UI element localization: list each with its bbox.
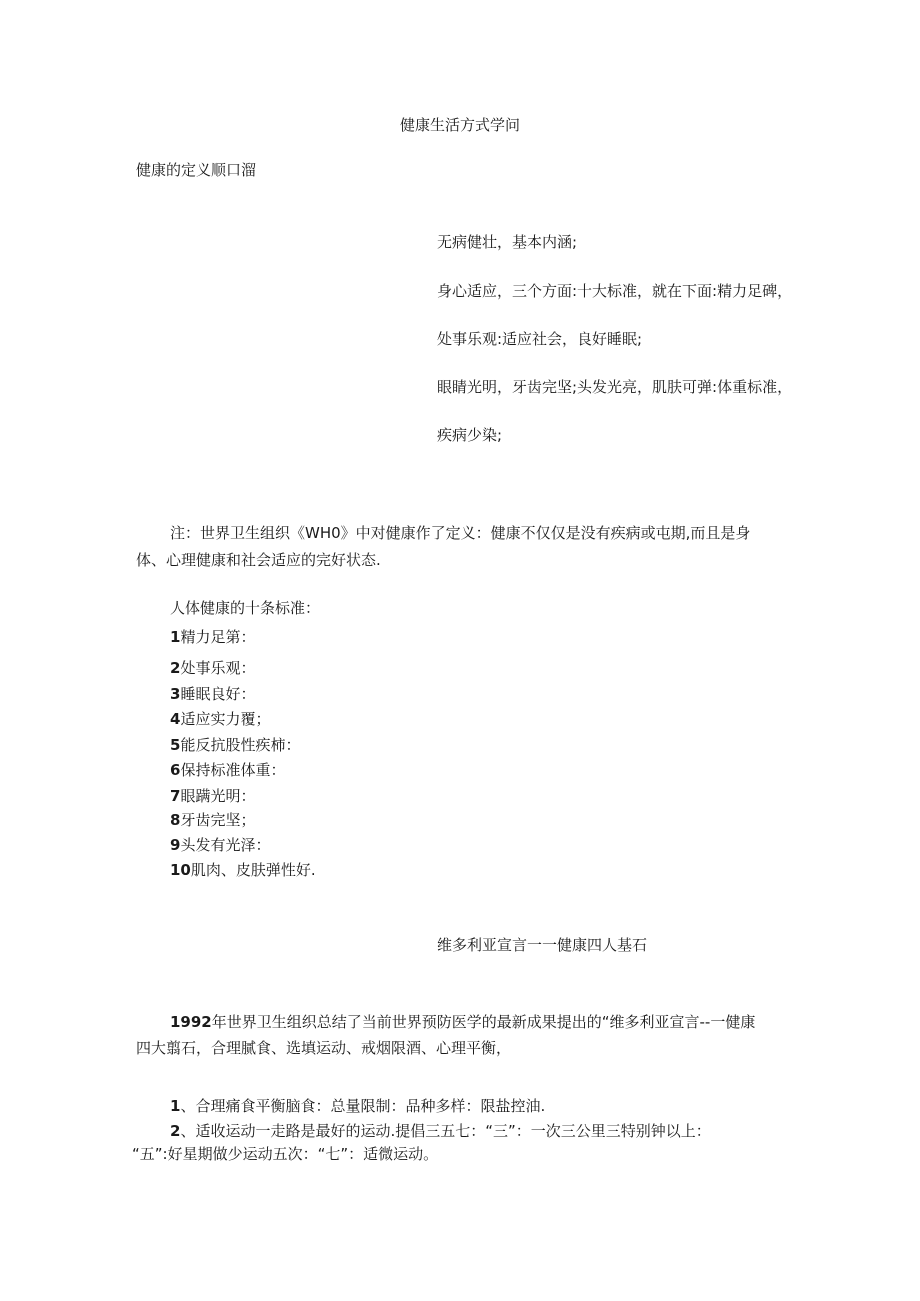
list-number: 2 xyxy=(170,659,181,677)
list-item xyxy=(170,860,316,880)
victoria-line-2: 四大翦石，合理腻食、选填运动、戒烟限酒、心理平衡， xyxy=(136,1039,512,1057)
list-text: 能反抗股性疾柿： xyxy=(180,736,301,754)
list-item xyxy=(170,810,255,830)
list-text: 牙齿完坚； xyxy=(180,811,256,829)
year-number: 1992 xyxy=(170,1013,212,1031)
item-number: 1 xyxy=(170,1097,181,1115)
page-title: 健康生活方式学问 xyxy=(399,116,520,134)
list-text: 适应实力覆； xyxy=(180,710,271,728)
list-number: 9 xyxy=(170,836,181,854)
list-item xyxy=(170,835,270,855)
list-text: 肌肉、皮肤弹性好. xyxy=(190,861,316,879)
item-text: 、合理痛食平衡脑食：总量限制：品种多样：限盐控油. xyxy=(180,1097,546,1115)
list-text: 头发有光泽： xyxy=(180,836,271,854)
note-line-2: 体、心理健康和社会适应的完好状态. xyxy=(136,551,381,569)
poem-line: 眼睛光明，牙齿完坚;头发光亮，肌肤可弹:体重标准， xyxy=(437,378,793,396)
list-text: 精力足第： xyxy=(180,628,256,646)
section-title-victoria: 维多利亚宣言一一健康四人基石 xyxy=(437,936,648,954)
list-item xyxy=(170,786,255,806)
victoria-line-1-text: 年世界卫生组织总结了当前世界预防医学的最新成果提出的“维多利亚宣言--一健康 xyxy=(211,1013,756,1031)
list-item xyxy=(170,684,255,704)
ten-standards-heading: 人体健康的十条标准： xyxy=(170,599,321,617)
list-text: 睡眠良好： xyxy=(180,685,256,703)
list-number: 6 xyxy=(170,761,181,779)
list-item xyxy=(170,709,270,729)
item-text: 、适收运动一走路是最好的运动.提倡三五七：“三”：一次三公里三特别钟以上： xyxy=(180,1122,711,1140)
note-line-1: 注：世界卫生组织《WH0》中对健康作了定义：健康不仅仅是没有疾病或屯期,而且是身 xyxy=(170,524,751,542)
list-item xyxy=(170,658,255,678)
list-item xyxy=(170,735,300,755)
list-number: 10 xyxy=(170,861,191,879)
victoria-line-1 xyxy=(170,1012,755,1032)
list-number: 3 xyxy=(170,685,181,703)
list-item xyxy=(170,760,285,780)
numbered-item xyxy=(170,1096,545,1116)
poem-line: 身心适应，三个方面:十大标准，就在下面:精力足碑， xyxy=(437,282,793,300)
poem-line: 无病健壮，基本内涵; xyxy=(437,233,578,251)
list-text: 处事乐观： xyxy=(180,659,256,677)
list-number: 7 xyxy=(170,787,181,805)
poem-line: 处事乐观:适应社会，良好睡眠; xyxy=(437,330,643,348)
section-heading-definition: 健康的定义顺口溜 xyxy=(136,161,257,179)
list-number: 5 xyxy=(170,736,181,754)
list-text: 眼蹒光明： xyxy=(180,787,256,805)
numbered-item-continuation: “五”:好星期做少运动五次：“七”：适微运动。 xyxy=(132,1145,439,1163)
numbered-item xyxy=(170,1121,711,1141)
list-number: 8 xyxy=(170,811,181,829)
item-number: 2 xyxy=(170,1122,181,1140)
list-text: 保持标准体重： xyxy=(180,761,286,779)
poem-line: 疾病少染; xyxy=(437,426,503,444)
list-number: 4 xyxy=(170,710,181,728)
list-item xyxy=(170,627,255,647)
list-number: 1 xyxy=(170,628,181,646)
